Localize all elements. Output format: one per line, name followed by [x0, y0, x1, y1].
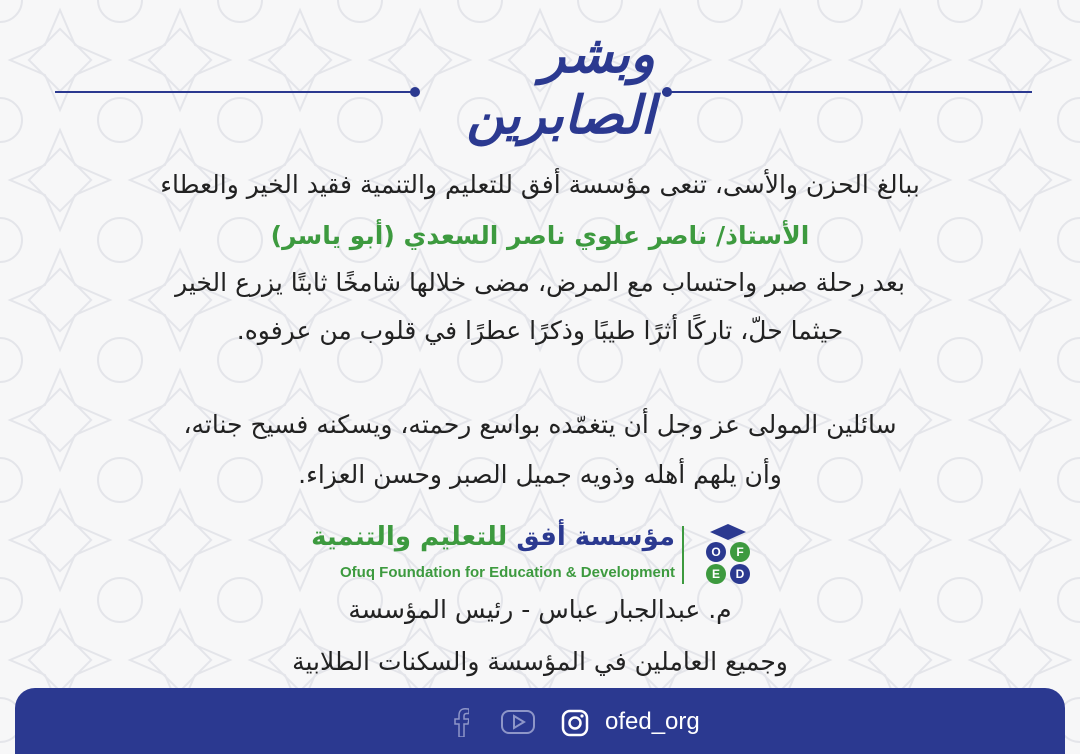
- logo-arabic-part2: للتعليم والتنمية: [311, 522, 508, 552]
- logo-letter-f: F: [736, 545, 744, 559]
- logo-letter-o: O: [711, 545, 721, 559]
- logo-arabic-name: [311, 522, 675, 552]
- social-handle[interactable]: ofed_org: [605, 708, 700, 735]
- prayer-line-1: سائلين المولى عز وجل أن يتغمّده بواسع رحمته، ويسكنه فسيح جناته،: [183, 410, 897, 439]
- logo-english-name: Ofuq Foundation for Education & Development: [340, 564, 675, 581]
- logo-mark-icon: [698, 522, 758, 586]
- logo-divider: [682, 526, 684, 584]
- header-divider-left: [55, 91, 415, 93]
- condolence-line-1: ببالغ الحزن والأسى، تنعى مؤسسة أفق للتعليم والتنمية فقيد الخير والعطاء: [160, 170, 920, 199]
- facebook-icon[interactable]: [448, 706, 474, 738]
- prayer-line-2: وأن يلهم أهله وذويه جميل الصبر وحسن العزاء.: [298, 460, 782, 489]
- staff-line: وجميع العاملين في المؤسسة والسكنات الطلابية: [292, 647, 788, 676]
- logo-letter-e: E: [711, 567, 721, 581]
- header-dot-left: [410, 87, 420, 97]
- logo-arabic-part1: مؤسسة أفق: [507, 522, 675, 552]
- signer-line: م. عبدالجبار عباس - رئيس المؤسسة: [348, 595, 732, 624]
- footer-bar: [15, 688, 1065, 754]
- condolence-line-3: بعد رحلة صبر واحتساب مع المرض، مضى خلالها شامخًا ثابتًا يزرع الخير: [175, 268, 905, 297]
- calligraphy-title: وبشر الصابرين: [466, 23, 655, 146]
- deceased-name: الأستاذ/ ناصر علوي ناصر السعدي (أبو ياسر): [270, 221, 810, 250]
- instagram-icon[interactable]: [560, 708, 590, 738]
- logo-letter-d: D: [735, 567, 745, 581]
- youtube-icon[interactable]: [500, 708, 536, 736]
- foundation-logo: [311, 520, 760, 588]
- condolence-line-4: حيثما حلّ، تاركًا أثرًا طيبًا وذكرًا عطرًا في قلوب من عرفوه.: [236, 316, 844, 345]
- header-divider-right: [662, 91, 1032, 93]
